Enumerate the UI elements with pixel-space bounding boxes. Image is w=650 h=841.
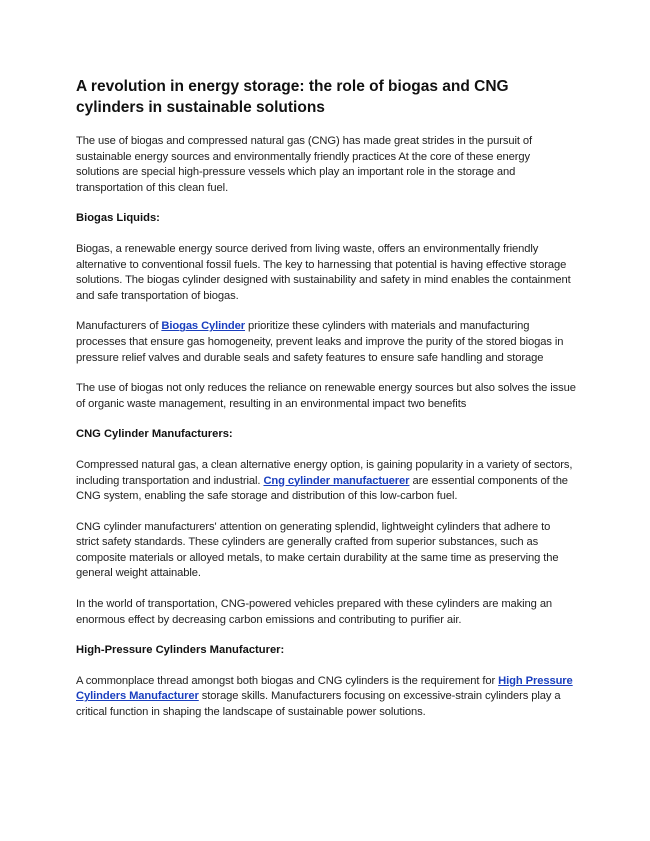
text-span: Compressed natural gas, a clean alternative energy option, is gaining popularity in a variety of sectors, including transportation and industrial. [76,458,573,487]
text-span: prioritize these cylinders with materials and manufacturing processes that ensure gas homogeneity, prevent leaks and improve the purity of the stored biogas in pressure relief valves and durable seals and safety features to ensure safe handling and storage [76,320,564,364]
biogas-paragraph-2 [76,319,576,366]
section-heading-high-pressure: High-Pressure Cylinders Manufacturer: [76,644,285,657]
section-heading-biogas: Biogas Liquids: [76,212,160,225]
text-span: storage skills. Manufacturers focusing on excessive-strain cylinders play a critical function in shaping the landscape of sustainable power solutions. [76,690,561,719]
cng-paragraph-1 [76,458,576,505]
biogas-paragraph-1: Biogas, a renewable energy source derived from living waste, offers an environmentally friendly alternative to conventional fossil fuels. The key to harnessing that potential is having effective storage solutions. The biogas cylinder designed with sustainability and safety in mind enables the containment and safe transportation of biogas. [76,242,571,302]
text-span: Manufacturers of [76,320,162,333]
document-page [76,76,576,736]
biogas-paragraph-3: The use of biogas not only reduces the reliance on renewable energy sources but also solves the issue of organic waste management, resulting in an environmental impact two benefits [76,382,576,410]
intro-paragraph: The use of biogas and compressed natural gas (CNG) has made great strides in the pursuit of sustainable energy sources and environmentally friendly practices At the core of these energy solutions are special high-pressure vessels which play an important role in the storage and transportation of this clean fuel. [76,135,533,194]
high-pressure-paragraph-1 [76,674,576,721]
section-heading-cng: CNG Cylinder Manufacturers: [76,428,233,441]
text-span: A commonplace thread amongst both biogas and CNG cylinders is the requirement for [76,674,499,687]
cng-paragraph-2: CNG cylinder manufacturers' attention on generating splendid, lightweight cylinders that adhere to strict safety standards. These cylinders are generally crafted from superior substances, such as composite materials or alloyed metals, to make certain durability at the same time as preserving the general weight attainable. [76,520,559,580]
text-span: are essential components of the CNG system, enabling the safe storage and distribution of this low-carbon fuel. [76,474,568,503]
biogas-cylinder-link[interactable]: Biogas Cylinder [161,320,246,333]
cng-manufacturer-link[interactable]: Cng cylinder manufactuerer [263,474,410,487]
cng-paragraph-3: In the world of transportation, CNG-powered vehicles prepared with these cylinders are making an enormous effect by decreasing carbon emissions and contributing to purifier air. [76,598,553,626]
high-pressure-manufacturer-link[interactable]: High Pressure Cylinders Manufacturer [76,674,573,703]
document-title: A revolution in energy storage: the role of biogas and CNG cylinders in sustainable solutions [76,78,509,116]
